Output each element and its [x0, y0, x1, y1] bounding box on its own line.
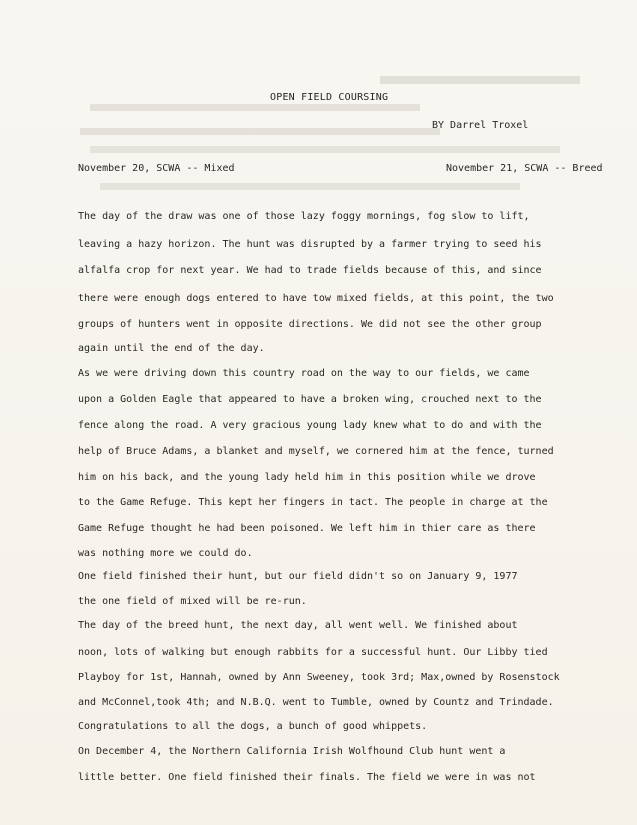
body-line: The day of the draw was one of those lazy foggy mornings, fog slow to lift, — [78, 211, 530, 222]
body-line: and McConnel,took 4th; and N.B.Q. went to Tumble, owned by Countz and Trindade. — [78, 697, 554, 708]
body-line: the one field of mixed will be re-run. — [78, 596, 307, 607]
body-line: alfalfa crop for next year. We had to trade fields because of this, and since — [78, 265, 542, 276]
body-line: to the Game Refuge. This kept her fingers in tact. The people in charge at the — [78, 497, 548, 508]
event-date-mixed: November 20, SCWA -- Mixed — [78, 163, 235, 174]
body-line: upon a Golden Eagle that appeared to have a broken wing, crouched next to the — [78, 394, 542, 405]
author-byline: BY Darrel Troxel — [432, 120, 529, 131]
body-line: As we were driving down this country road on the way to our fields, we came — [78, 368, 530, 379]
bleed-through-mark — [80, 128, 440, 135]
body-line: The day of the breed hunt, the next day, all went well. We finished about — [78, 620, 518, 631]
body-line: again until the end of the day. — [78, 343, 265, 354]
bleed-through-mark — [90, 146, 560, 153]
body-line: groups of hunters went in opposite directions. We did not see the other group — [78, 319, 542, 330]
document-title: OPEN FIELD COURSING — [270, 92, 389, 103]
body-line: One field finished their hunt, but our field didn't so on January 9, 1977 — [78, 571, 518, 582]
body-line: noon, lots of walking but enough rabbits for a successful hunt. Our Libby tied — [78, 647, 548, 658]
body-line: Game Refuge thought he had been poisoned. We left him in thier care as there — [78, 523, 536, 534]
body-line: little better. One field finished their finals. The field we were in was not — [78, 772, 536, 783]
body-line: Playboy for 1st, Hannah, owned by Ann Sweeney, took 3rd; Max,owned by Rosenstock — [78, 672, 560, 683]
body-line: was nothing more we could do. — [78, 548, 253, 559]
body-line: leaving a hazy horizon. The hunt was disrupted by a farmer trying to seed his — [78, 239, 542, 250]
body-line: On December 4, the Northern California Irish Wolfhound Club hunt went a — [78, 746, 506, 757]
body-line: fence along the road. A very gracious young lady knew what to do and with the — [78, 420, 542, 431]
body-line: there were enough dogs entered to have tow mixed fields, at this point, the two — [78, 293, 554, 304]
event-date-breed: November 21, SCWA -- Breed — [446, 163, 603, 174]
body-line: Congratulations to all the dogs, a bunch of good whippets. — [78, 721, 428, 732]
body-line: him on his back, and the young lady held him in this position while we drove — [78, 472, 536, 483]
body-line: help of Bruce Adams, a blanket and myself, we cornered him at the fence, turned — [78, 446, 554, 457]
bleed-through-mark — [100, 183, 520, 190]
bleed-through-mark — [380, 76, 580, 84]
bleed-through-mark — [90, 104, 420, 111]
